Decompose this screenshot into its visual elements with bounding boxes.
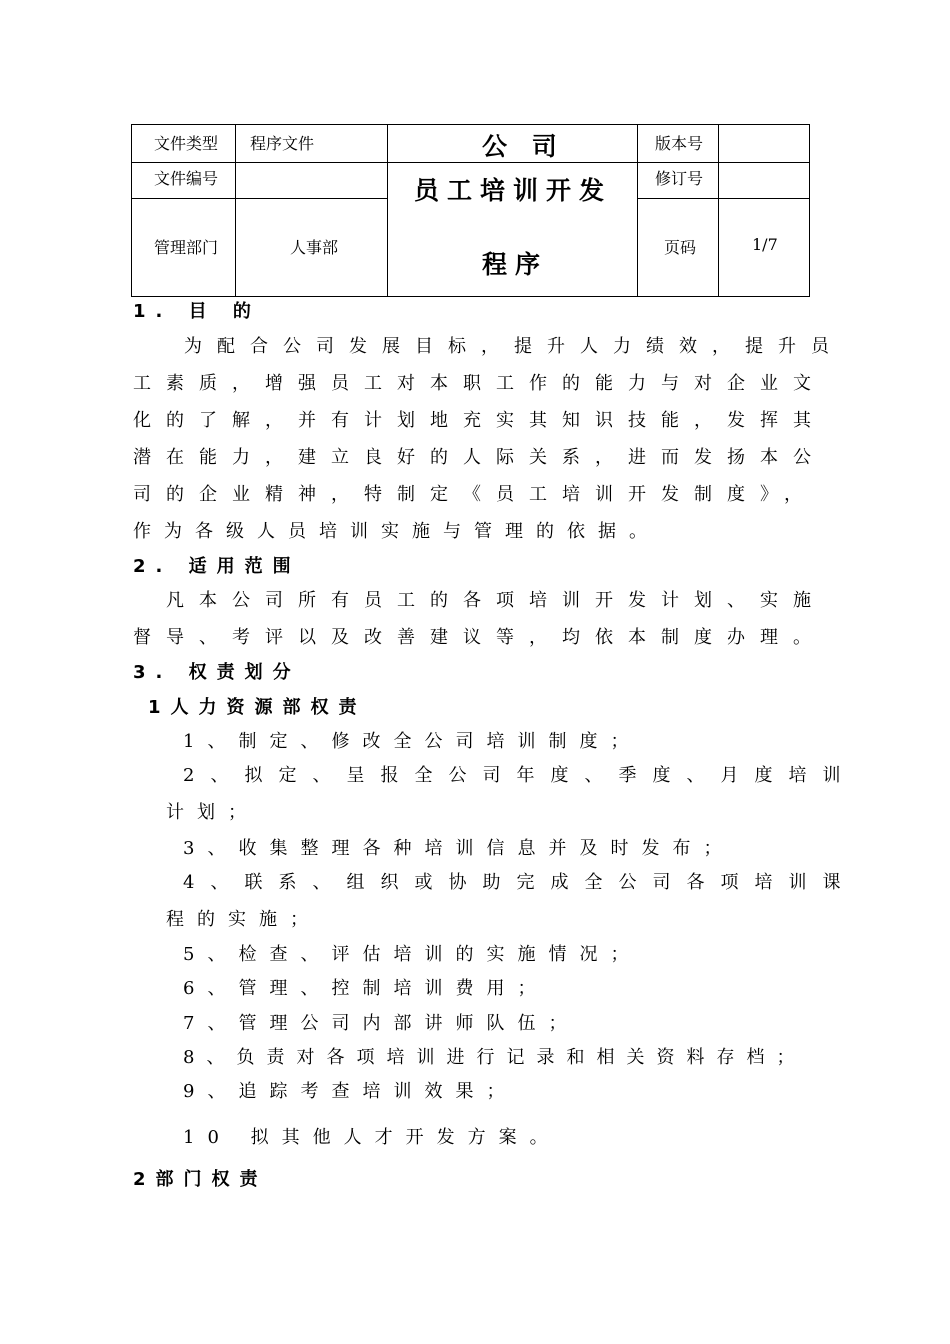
doc-title-line1: 员工培训开发 bbox=[414, 176, 613, 205]
title-cell bbox=[388, 163, 638, 296]
s3-item-8: 8、负责对各项培训进行记录和相关资料存档； bbox=[183, 1047, 807, 1068]
dept-value-cell bbox=[236, 199, 388, 296]
page-label-cell bbox=[638, 199, 719, 296]
doc-no-label: 文件编号 bbox=[154, 169, 219, 188]
s3-item-10: 10 拟其他人才开发方案。 bbox=[183, 1127, 561, 1148]
dept-value: 人事部 bbox=[290, 238, 339, 257]
section-3-sub-2: 2部门权责 bbox=[133, 1169, 268, 1190]
revision-value-cell bbox=[719, 163, 810, 199]
company-name: 公 司 bbox=[482, 132, 565, 161]
s3-item-7: 7、管理公司内部讲师队伍； bbox=[183, 1013, 580, 1034]
page-value: 1/7 bbox=[752, 235, 778, 254]
s2-line-1: 凡本公司所有员工的各项培训开发计划、实施 bbox=[166, 590, 826, 611]
s3-item-5: 5、检查、评估培训的实施情况； bbox=[183, 944, 642, 965]
s3-item-4: 4、联系、组织或协助完成全公司各项培训课 bbox=[183, 872, 857, 893]
revision-label: 修订号 bbox=[655, 169, 704, 188]
company-cell bbox=[388, 125, 638, 163]
section-3-heading: 3. 权责划分 bbox=[133, 662, 301, 683]
s3-item-4-cont: 程的实施； bbox=[166, 909, 321, 930]
s3-item-6: 6、管理、控制培训费用； bbox=[183, 978, 549, 999]
dept-label: 管理部门 bbox=[154, 238, 219, 257]
revision-label-cell bbox=[638, 163, 719, 199]
doc-type-value-cell bbox=[236, 125, 388, 163]
s1-line-4: 潜在能力，建立良好的人际关系，进而发扬本公 bbox=[133, 447, 826, 468]
version-label: 版本号 bbox=[655, 134, 704, 153]
section-1-heading: 1. 目 的 bbox=[133, 301, 261, 322]
version-value-cell bbox=[719, 125, 810, 163]
doc-type-label: 文件类型 bbox=[154, 134, 219, 153]
dept-label-cell bbox=[132, 199, 236, 296]
page-label: 页码 bbox=[664, 238, 697, 257]
s1-line-2: 工素质，增强员工对本职工作的能力与对企业文 bbox=[133, 373, 826, 394]
document-header-table bbox=[131, 124, 810, 297]
section-2-heading: 2. 适用范围 bbox=[133, 556, 301, 577]
s3-item-2: 2、拟定、呈报全公司年度、季度、月度培训 bbox=[183, 765, 857, 786]
s3-item-3: 3、收集整理各种培训信息并及时发布； bbox=[183, 838, 735, 859]
s1-line-3: 化的了解，并有计划地充实其知识技能，发挥其 bbox=[133, 410, 826, 431]
page-value-cell bbox=[719, 199, 810, 296]
doc-no-label-cell bbox=[132, 163, 236, 199]
s1-line-5: 司的企业精神，特制定《员工培训开发制度》， bbox=[133, 484, 817, 505]
s1-line-1: 为配合公司发展目标，提升人力绩效，提升员 bbox=[184, 336, 844, 357]
doc-title-line2: 程序 bbox=[482, 250, 549, 279]
s3-item-9: 9、追踪考查培训效果； bbox=[183, 1081, 518, 1102]
s2-line-2: 督导、考评以及改善建议等，均依本制度办理。 bbox=[133, 627, 826, 648]
doc-type-label-cell bbox=[132, 125, 236, 163]
version-label-cell bbox=[638, 125, 719, 163]
s3-item-2-cont: 计划； bbox=[166, 802, 259, 823]
s3-item-1: 1、制定、修改全公司培训制度； bbox=[183, 731, 642, 752]
s1-line-6: 作为各级人员培训实施与管理的依据。 bbox=[133, 521, 660, 542]
section-3-sub-1: 1人力资源部权责 bbox=[148, 697, 367, 718]
doc-no-value-cell bbox=[236, 163, 388, 199]
doc-type-value: 程序文件 bbox=[250, 134, 315, 153]
